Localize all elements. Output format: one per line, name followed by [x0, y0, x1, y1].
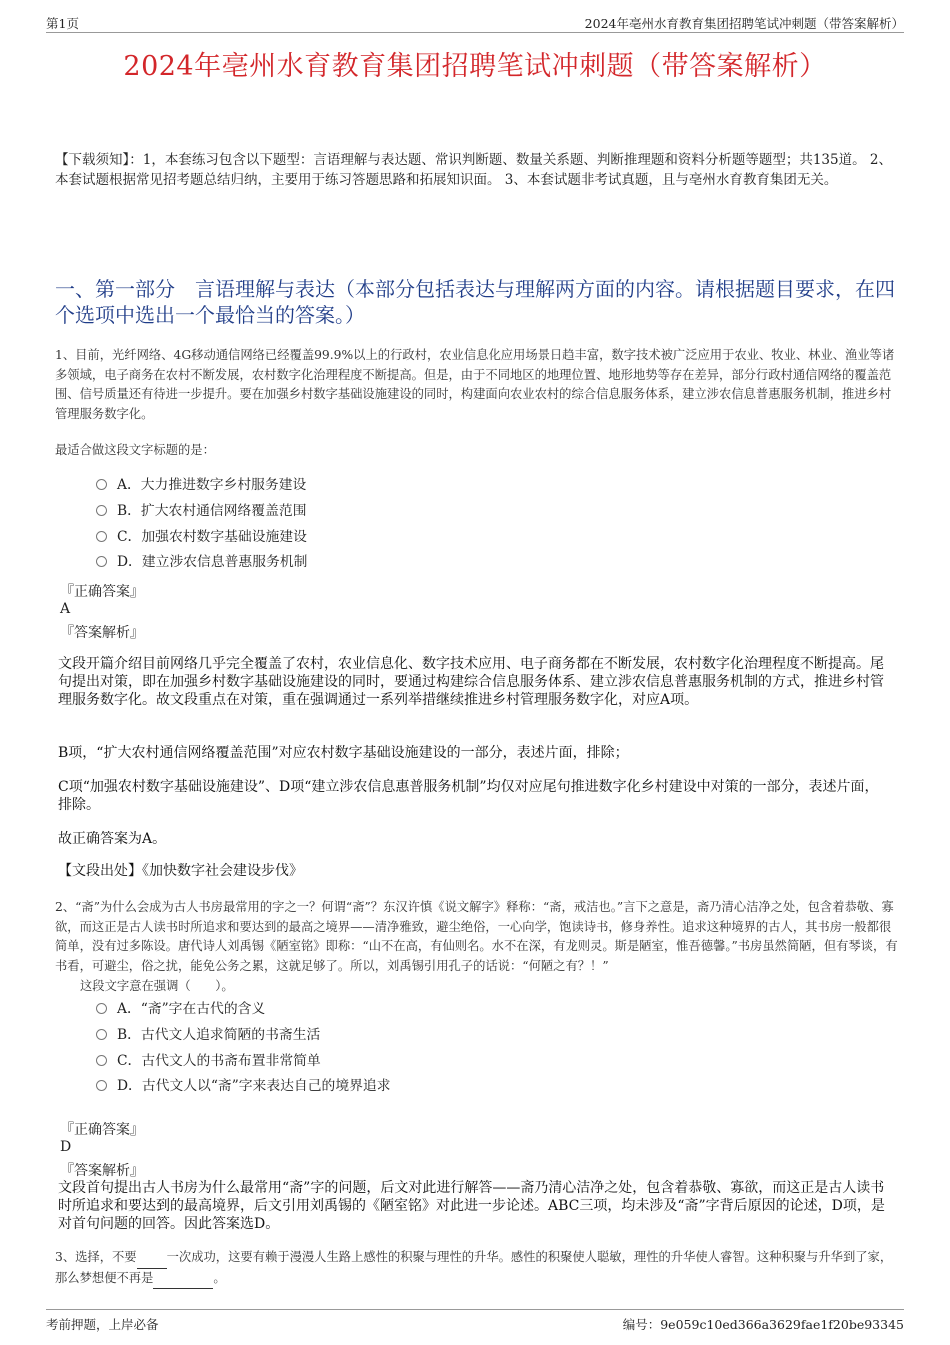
option-a[interactable]: A．大力推进数字乡村服务建设: [96, 474, 307, 500]
page-number: 第1页: [46, 16, 79, 31]
option-d[interactable]: D．古代文人以“斋”字来表达自己的境界追求: [96, 1075, 391, 1101]
question-1-prompt: 最适合做这段文字标题的是：: [55, 443, 215, 457]
question-2-stem-end: 这段文字意在强调（ ）。: [80, 979, 234, 993]
answer-value: A: [60, 601, 71, 617]
question-1-stem: 1、目前，光纤网络、4G移动通信网络已经覆盖99.9%以上的行政村，农业信息化应用场景日趋丰富，数字技术被广泛应用于农业、牧业、林业、渔业等诸多领域，电子商务在农村不断发展，农村数字化治理程度不断提高。但是，由于不同地区的地理位置、地形地势等存在差异，部分行政村通信网络的覆盖范围、信号质量还有待进一步提升。要在加强乡村数字基础设施建设的同时，构建面向农业农村的综合信息服务体系，建立涉农信息普惠服务机制，推进乡村管理服务数字化。: [55, 348, 895, 421]
question-1-options: [96, 474, 307, 577]
radio-icon[interactable]: [96, 1029, 107, 1040]
download-notice: 【下载须知】：1，本套练习包含以下题型：言语理解与表达题、常识判断题、数量关系题、判断推理题和资料分析题等题型；共135道。 2、本套试题根据常见招考题总结归纳，主要用于练习答题思路和拓展知识面。 3、本套试题非考试真题，且与亳州水育教育集团无关。: [55, 152, 892, 188]
header-doc-title: 2024年亳州水育教育集团招聘笔试冲刺题（带答案解析）: [584, 16, 904, 31]
answer-label: 『正确答案』: [60, 1122, 144, 1138]
radio-icon[interactable]: [96, 531, 107, 542]
analysis-conclusion: 故正确答案为A。: [58, 831, 167, 847]
question-2-stem: 2、“斋”为什么会成为古人书房最常用的字之一？何谓“斋”？东汉许慎《说文解字》释称：“斋，戒洁也。”言下之意是，斋乃清心洁净之处，包含着恭敬、寡欲，而这正是古人读书时所追求和要达到的最高之境界——清净雅致，避尘绝俗，一心向学，饱读诗书，修身养性。追求这种境界的古人，其书房一般都很简单，没有过多陈设。唐代诗人刘禹锡《陋室铭》即称：“山不在高，有仙则名。水不在深，有龙则灵。斯是陋室，惟吾德馨。”书房虽然简陋，但有琴谈，有书看，可避尘，俗之扰，能免公务之累，这就足够了。所以，刘禹锡引用孔子的话说：“何陋之有？！”: [55, 900, 898, 973]
radio-icon[interactable]: [96, 1003, 107, 1014]
footer-doc-id: 编号：9e059c10ed366a3629fae1f20be93345: [622, 1317, 904, 1332]
analysis-paragraph: 文段首句提出古人书房为什么最常用“斋”字的问题，后文对此进行解答——斋乃清心洁净之处，包含着恭敬、寡欲，而这正是古人读书时所追求和要达到的最高境界，后文引用刘禹锡的《陋室铭》对此进一步论述。ABC三项，均未涉及“斋”字背后原因的论述，D项，是对首句问题的回答。因此答案选D。: [58, 1180, 885, 1232]
option-b[interactable]: B．古代文人追求简陋的书斋生活: [96, 1024, 391, 1050]
section-title: 一、第一部分 言语理解与表达（本部分包括表达与理解两方面的内容。请根据题目要求，在四个选项中选出一个最恰当的答案。）: [55, 277, 895, 327]
page-footer: [46, 1309, 904, 1332]
analysis-paragraph: 文段开篇介绍目前网络几乎完全覆盖了农村，农业信息化、数字技术应用、电子商务都在不断发展，农村数字化治理程度不断提高。尾句提出对策，即在加强乡村数字基础设施建设的同时，要通过构建综合信息服务体系、建立涉农信息普惠服务机制的方式，推进乡村管理服务数字化。故文段重点在对策，重在强调通过一系列举措继续推进乡村管理服务数字化，对应A项。: [58, 656, 884, 708]
fill-blank-1[interactable]: [137, 1248, 167, 1269]
answer-value: D: [60, 1139, 72, 1155]
answer-label: 『正确答案』: [60, 584, 144, 600]
option-a[interactable]: A．“斋”字在古代的含义: [96, 998, 391, 1024]
option-b[interactable]: B．扩大农村通信网络覆盖范围: [96, 500, 307, 526]
option-c[interactable]: C．古代文人的书斋布置非常简单: [96, 1050, 391, 1076]
question-2-options: [96, 998, 391, 1101]
analysis-source: 【文段出处】《加快数字社会建设步伐》: [58, 863, 303, 879]
radio-icon[interactable]: [96, 505, 107, 516]
radio-icon[interactable]: [96, 1055, 107, 1066]
analysis-paragraph: C项“加强农村数字基础设施建设”、D项“建立涉农信息惠普服务机制”均仅对应尾句推进数字化乡村建设中对策的一部分，表述片面，排除。: [58, 779, 879, 813]
analysis-paragraph: B项，“扩大农村通信网络覆盖范围”对应农村数字基础设施建设的一部分，表述片面，排除；: [58, 745, 629, 761]
option-c[interactable]: C．加强农村数字基础设施建设: [96, 526, 307, 552]
page-header: [46, 10, 904, 33]
radio-icon[interactable]: [96, 479, 107, 490]
fill-blank-2[interactable]: [153, 1269, 213, 1290]
radio-icon[interactable]: [96, 1080, 107, 1091]
analysis-label: 『答案解析』: [60, 1163, 144, 1179]
page-title: 2024年亳州水育教育集团招聘笔试冲刺题（带答案解析）: [123, 51, 827, 82]
option-d[interactable]: D．建立涉农信息普惠服务机制: [96, 551, 307, 577]
footer-slogan: 考前押题，上岸必备: [46, 1317, 159, 1332]
radio-icon[interactable]: [96, 556, 107, 567]
question-3-stem: 3、选择，不要 一次成功，这要有赖于漫漫人生路上感性的积聚与理性的升华。感性的积聚使人聪敏，理性的升华使人睿智。这种积聚与升华到了家，那么梦想便不再是 。: [55, 1248, 900, 1289]
analysis-label: 『答案解析』: [60, 625, 144, 641]
